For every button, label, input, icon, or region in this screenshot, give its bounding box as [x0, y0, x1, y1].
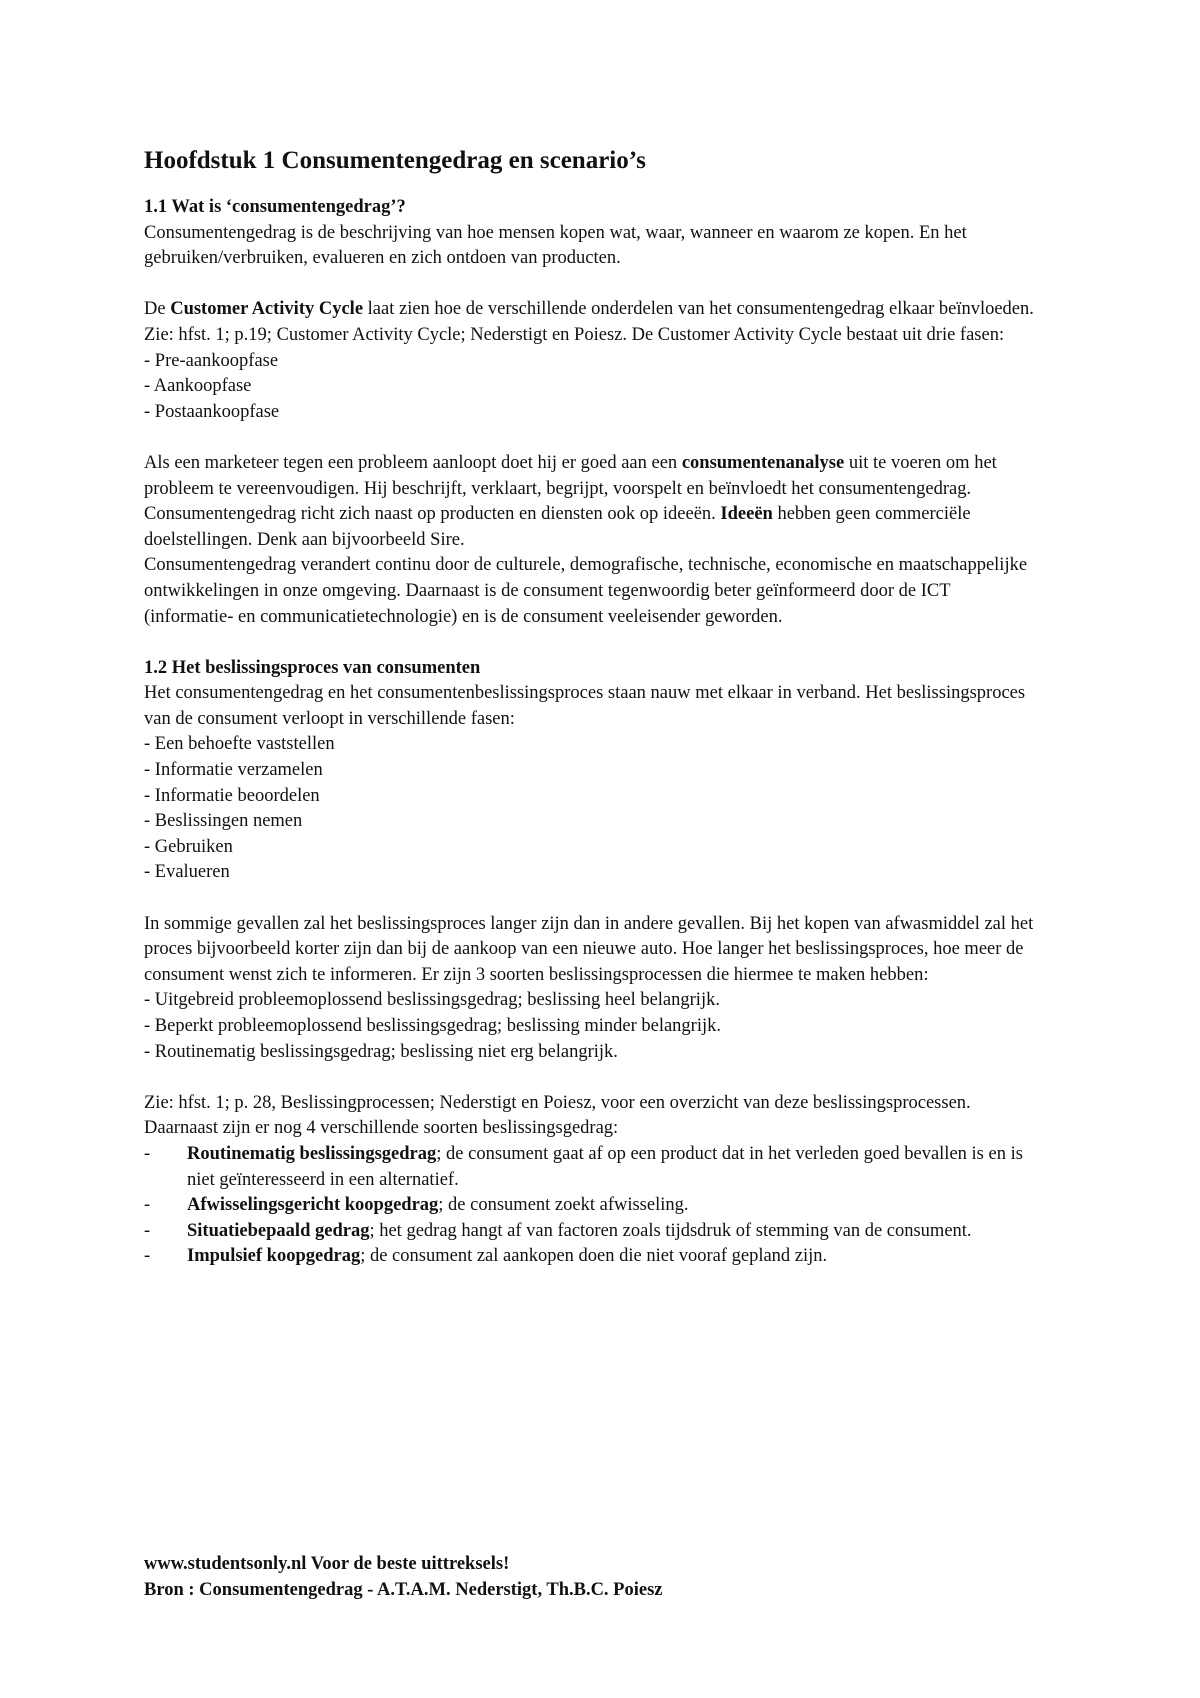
document-body [144, 145, 1044, 1270]
list-marker: - [144, 1220, 151, 1241]
footer-website-line: www.studentsonly.nl Voor de beste uittreksels! [144, 1554, 510, 1574]
page-title: Hoofdstuk 1 Consumentengedrag en scenario’s [144, 147, 646, 174]
list-item: - Routinematig beslissingsgedrag; de consument gaat af op een product dat in het verleden goed bevallen is en is niet geïnteresseerd in een alternatief. [144, 1143, 1023, 1190]
list-item: - Pre-aankoopfase [144, 350, 279, 371]
list-item: - Afwisselingsgericht koopgedrag; de consument zoekt afwisseling. [144, 1193, 1044, 1219]
list-item: - Uitgebreid probleemoplossend beslissingsgedrag; beslissing heel belangrijk. [144, 990, 720, 1011]
list-item: - Routinematig beslissingsgedrag; beslissing niet erg belangrijk. [144, 1041, 618, 1062]
paragraph-customer-activity-cycle: De Customer Activity Cycle laat zien hoe de verschillende onderdelen van het consumentengedrag elkaar beïnvloeden. Zie: hfst. 1; p.19; Customer Activity Cycle; Nederstigt en Poiesz. De Customer Activity Cycle bestaat uit drie fasen: [144, 299, 1034, 345]
paragraph-consumentenanalyse: Als een marketeer tegen een probleem aanloopt doet hij er goed aan een consumentenanalyse uit te voeren om het probleem te vereenvoudigen. Hij beschrijft, verklaart, begrijpt, voorspelt en beïnvloedt het consumentengedrag. [144, 452, 997, 499]
list-item: - Informatie verzamelen [144, 760, 323, 781]
paragraph: Het consumentengedrag en het consumentenbeslissingsproces staan nauw met elkaar in verband. Het beslissingsproces van de consument verloopt in verschillende fasen: [144, 683, 1026, 729]
list-marker: - [144, 1195, 151, 1216]
term-ideeen: Ideeën [720, 504, 773, 525]
section-heading-1-1: 1.1 Wat is ‘consumentengedrag’? [144, 197, 406, 217]
list-item: - Postaankoopfase [144, 401, 280, 422]
paragraph-ideeen: Consumentengedrag richt zich naast op producten en diensten ook op ideeën. Ideeën hebben geen commerciële doelstellingen. Denk aan bijvoorbeeld Sire. [144, 504, 971, 550]
list-item: - Impulsief koopgedrag; de consument zal aankopen doen die niet vooraf gepland zijn. [144, 1244, 1044, 1270]
decision-type-list [144, 988, 1044, 1065]
list-item: - Gebruiken [144, 836, 233, 857]
list-item: - Een behoefte vaststellen [144, 734, 335, 755]
list-item: - Informatie beoordelen [144, 785, 320, 806]
list-marker: - [144, 1143, 151, 1164]
section-heading-1-2: 1.2 Het beslissingsproces van consumenten [144, 657, 481, 678]
list-marker: - [144, 1246, 151, 1267]
phase-list [144, 349, 1044, 426]
list-item: - Situatiebepaald gedrag; het gedrag hangt af van factoren zoals tijdsdruk of stemming van de consument. [144, 1219, 1044, 1245]
decision-phase-list [144, 732, 1044, 886]
list-item: - Beslissingen nemen [144, 811, 303, 832]
paragraph: Daarnaast zijn er nog 4 verschillende soorten beslissingsgedrag: [144, 1118, 619, 1139]
behaviour-list [144, 1142, 1044, 1270]
paragraph: Consumentengedrag is de beschrijving van hoe mensen kopen wat, waar, wanneer en waarom ze kopen. En het gebruiken/verbruiken, evalueren en zich ontdoen van producten. [144, 222, 967, 269]
paragraph: In sommige gevallen zal het beslissingsproces langer zijn dan in andere gevallen. Bij het kopen van afwasmiddel zal het proces bijvoorbeeld korter zijn dan bij de aankoop van een nieuwe auto. Hoe langer het beslissingsproces, hoe meer de consument wenst zich te informeren. Er zijn 3 soorten beslissingsprocessen die hiermee te maken hebben: [144, 913, 1034, 985]
footer-source-line: Bron : Consumentengedrag - A.T.A.M. Nederstigt, Th.B.C. Poiesz [144, 1579, 663, 1600]
list-item: - Evalueren [144, 862, 230, 883]
paragraph: Consumentengedrag verandert continu door de culturele, demografische, technische, economische en maatschappelijke ontwikkelingen in onze omgeving. Daarnaast is de consument tegenwoordig beter geïnformeerd door de ICT (informatie- en communicatietechnologie) en is de consument veeleisender geworden. [144, 555, 1028, 627]
term-customer-activity-cycle: Customer Activity Cycle [170, 299, 364, 320]
paragraph-reference: Zie: hfst. 1; p. 28, Beslissingprocessen; Nederstigt en Poiesz, voor een overzicht van deze beslissingsprocessen. [144, 1092, 971, 1113]
list-item: - Beperkt probleemoplossend beslissingsgedrag; beslissing minder belangrijk. [144, 1016, 721, 1036]
term-consumentenanalyse: consumentenanalyse [681, 452, 845, 473]
page-footer [144, 1552, 1044, 1603]
list-item: - Aankoopfase [144, 376, 252, 397]
